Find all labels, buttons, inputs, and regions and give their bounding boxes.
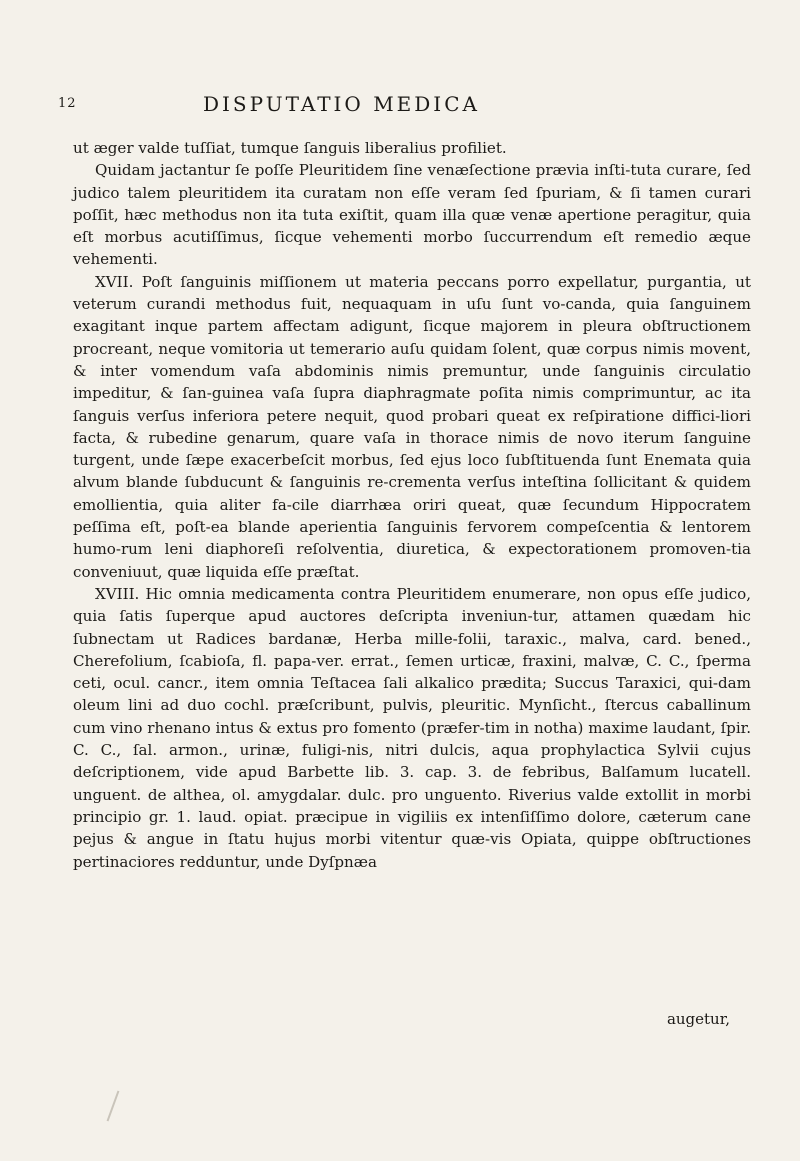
page-edge-mark <box>107 1091 120 1122</box>
paragraph-section-xviii: XVIII. Hic omnia medicamenta contra Pleuritidem enumerare, non opus eſſe judico, quia ſatis ſuperque apud auctores deſcripta inveniun-tur, attamen quædam hic ſubnectam ut Radices bardanæ, Herba mille-folii, taraxic., malva, card. bened., Cherefolium, ſcabioſa, fl. papa-ver. errat., ſemen urticæ, fraxini, malvæ, C. C., ſperma ceti, ocul. cancr., item omnia Teſtacea ſali alkalico prædita; Succus Taraxici, qui-dam oleum lini ad duo cochl. præſcribunt, pulvis, pleuritic. Mynſicht., ſtercus caballinum cum vino rhenano intus & extus pro fomento (præfer-tim in notha) maxime laudant, ſpir. C. C., ſal. armon., urinæ, fuligi-nis, nitri dulcis, aqua prophylactica Sylvii cujus deſcriptionem, vide apud Barbette lib. 3. cap. 3. de febribus, Balſamum lucatell. unguent. de althea, ol. amygdalar. dulc. pro unguento. Riverius valde extollit in morbi principio gr. 1. laud. opiat. præcipue in vigiliis ex intenſiſſimo dolore, cæterum cane pejus & angue in ſtatu hujus morbi vitentur quæ-vis Opiata, quippe obſtructiones pertinaciores redduntur, unde Dyſpnæa <box>73 584 751 871</box>
page-number: 12 <box>58 96 77 111</box>
body-text <box>73 137 751 873</box>
paragraph-pleuritis-without-venesection: Quidam jactantur ſe poſſe Pleuritidem ſine venæſectione prævia inſti-tuta curare, ſed judico talem pleuritidem ita curatam non eſſe veram ſed ſpuriam, & ſi tamen curari poſſit, hæc methodus non ita tuta exiſtit, quam illa quæ venæ apertione peragitur, quia eſt morbus acutiſſimus, ſicque vehementi morbo ſuccurrendum eſt remedio æque vehementi. <box>73 161 751 269</box>
page-header <box>58 92 738 122</box>
catchword: augetur, <box>666 1010 730 1028</box>
paragraph-continuation: ut æger valde tuſſiat, tumque ſanguis liberalius profiliet. <box>73 139 507 157</box>
running-head: DISPUTATIO MEDICA <box>203 92 480 116</box>
paragraph-section-xvii: XVII. Poſt ſanguinis miſſionem ut materia peccans porro expellatur, purgantia, ut veterum curandi methodus fuit, nequaquam in uſu ſunt vo-canda, quia ſanguinem exagitant inque partem affectam adigunt, ſicque majorem in pleura obſtructionem procreant, neque vomitoria ut temerario auſu quidam ſolent, quæ corpus nimis movent, & inter vomendum vaſa abdominis nimis premuntur, unde ſanguinis circulatio impeditur, & ſan-guinea vaſa ſupra diaphragmate poſita nimis comprimuntur, ac ita ſanguis verſus inferiora petere nequit, quod probari queat ex reſpiratione diffici-liori facta, & rubedine genarum, quare vaſa in thorace nimis de novo iterum ſanguine turgent, unde ſæpe exacerbeſcit morbus, ſed ejus loco ſubſtituenda ſunt Enemata quia alvum blande ſubducunt & ſanguinis re-crementa verſus inteſtina ſollicitant & quidem emollientia, quia aliter fa-cile diarrhæa oriri queat, quæ ſecundum Hippocratem peſſima eſt, poſt-ea blande aperientia ſanguinis fervorem compeſcentia & lentorem humo-rum leni diaphoreſi reſolventia, diuretica, & expectorationem promoven-tia conveniuut, quæ liquida eſſe præſtat. <box>73 272 751 581</box>
